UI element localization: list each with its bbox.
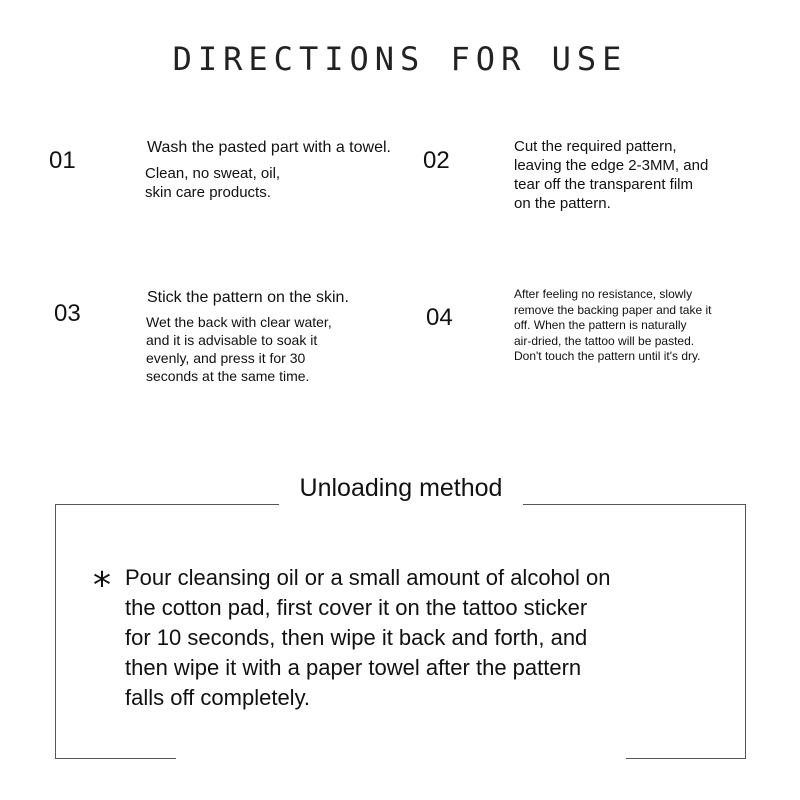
unloading-text [125,563,685,713]
step-04-line: After feeling no resistance, slowly [514,287,693,301]
step-01-line: Clean, no sweat, oil, [145,165,281,182]
step-04-line: air-dried, the tattoo will be pasted. [514,333,695,348]
step-04-number: 04 [426,304,453,331]
frame-top-right-line [523,504,746,505]
step-03-line: Wet the back with clear water, [146,314,332,330]
unloading-line: falls off completely. [125,685,311,710]
step-03-text [146,313,332,385]
unloading-line: then wipe it with a paper towel after the pattern [125,655,582,680]
unloading-title: Unloading method [299,474,503,502]
step-01-text [145,164,280,202]
step-04-line: off. When the pattern is naturally [514,318,687,332]
frame-left-line [55,504,56,759]
step-03-number: 03 [54,300,81,327]
step-03-heading: Stick the pattern on the skin. [147,289,349,306]
asterisk-icon: * [93,565,111,606]
frame-bottom-right-line [626,758,746,759]
step-04-line: Don't touch the pattern until it's dry. [514,349,701,363]
step-02-text [514,137,708,213]
frame-right-line [745,504,746,759]
step-04-text [514,287,711,365]
unloading-line: for 10 seconds, then wipe it back and forth, and [125,625,588,650]
step-02-line: leaving the edge 2-3MM, and [514,157,709,174]
frame-top-left-line [55,504,279,505]
unloading-line: the cotton pad, first cover it on the tattoo sticker [125,595,588,620]
step-02-line: Cut the required pattern, [514,138,677,155]
step-01-number: 01 [49,147,76,174]
step-02-number: 02 [423,147,450,174]
step-03-line: seconds at the same time. [146,368,310,384]
step-03-line: and it is advisable to soak it [146,332,318,348]
step-01-line: skin care products. [145,184,271,201]
unloading-line: Pour cleansing oil or a small amount of alcohol on [125,565,611,590]
step-03-line: evenly, and press it for 30 [146,350,306,366]
page-title: DIRECTIONS FOR USE [172,40,628,78]
step-01-heading: Wash the pasted part with a towel. [147,139,391,156]
step-02-line: on the pattern. [514,195,611,212]
step-04-line: remove the backing paper and take it [514,302,712,317]
step-02-line: tear off the transparent film [514,176,693,193]
frame-bottom-left-line [55,758,176,759]
